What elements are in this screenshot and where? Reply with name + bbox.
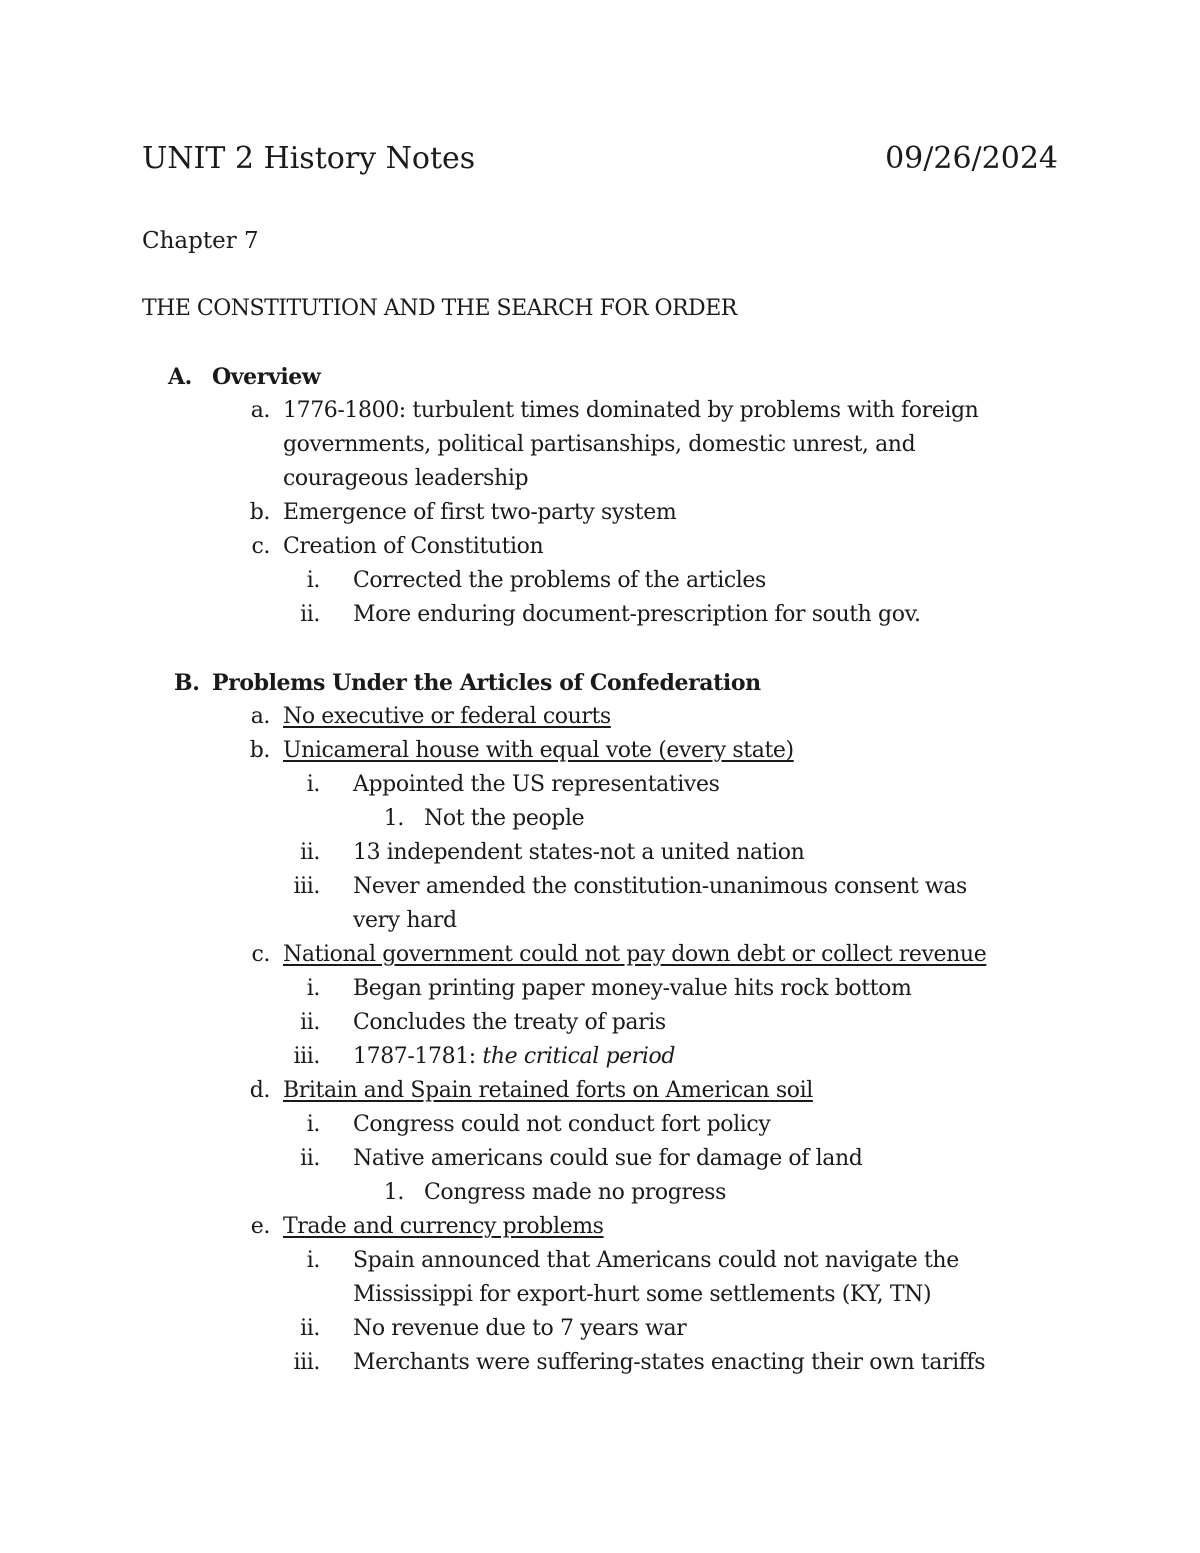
marker: ii. <box>300 840 320 865</box>
chapter-label: Chapter 7 <box>142 228 259 254</box>
item-text: Native americans could sue for damage of land <box>353 1146 863 1171</box>
item-text: Congress made no progress <box>424 1180 726 1205</box>
item-text: Congress could not conduct fort policy <box>353 1112 771 1137</box>
item-text: Unicameral house with equal vote (every state) <box>283 738 794 763</box>
item-title: Overview <box>212 364 321 390</box>
marker: ii. <box>300 602 320 627</box>
marker: i. <box>306 1112 320 1137</box>
item-text: Emergence of first two-party system <box>283 500 677 525</box>
item-text: Corrected the problems of the articles <box>353 568 766 593</box>
item-text: 13 independent states-not a united nation <box>353 840 805 865</box>
item-text: Never amended the constitution-unanimous consent was <box>353 874 967 899</box>
marker: iii. <box>293 1044 320 1069</box>
item-text: Trade and currency problems <box>283 1214 604 1239</box>
item-text: National government could not pay down debt or collect revenue <box>283 942 987 967</box>
marker: A. <box>168 364 192 390</box>
marker: iii. <box>293 1350 320 1375</box>
marker: d. <box>249 1078 270 1103</box>
item-text: Mississippi for export-hurt some settlements (KY, TN) <box>353 1282 932 1307</box>
marker: ii. <box>300 1010 320 1035</box>
marker: ii. <box>300 1146 320 1171</box>
item-text: governments, political partisanships, domestic unrest, and <box>283 432 916 457</box>
section-heading: THE CONSTITUTION AND THE SEARCH FOR ORDER <box>142 296 737 321</box>
item-text: courageous leadership <box>283 466 529 491</box>
item-title: Problems Under the Articles of Confederation <box>212 670 761 696</box>
item-text-prefix: 1787-1781: <box>353 1044 483 1069</box>
marker: b. <box>249 500 270 525</box>
marker: a. <box>250 398 270 423</box>
item-text: Began printing paper money-value hits rock bottom <box>353 976 912 1001</box>
marker: iii. <box>293 874 320 899</box>
page-title: UNIT 2 History Notes <box>142 141 476 176</box>
marker: e. <box>250 1214 270 1239</box>
marker: c. <box>251 942 270 967</box>
item-text: very hard <box>353 908 457 933</box>
marker: c. <box>251 534 270 559</box>
marker: i. <box>306 772 320 797</box>
item-text: No revenue due to 7 years war <box>353 1316 687 1341</box>
marker: i. <box>306 568 320 593</box>
marker: a. <box>250 704 270 729</box>
marker: ii. <box>300 1316 320 1341</box>
item-text: Britain and Spain retained forts on American soil <box>283 1078 813 1103</box>
item-text: More enduring document-prescription for south gov. <box>353 602 921 627</box>
marker: B. <box>174 670 200 696</box>
item-text: Creation of Constitution <box>283 534 544 559</box>
marker: i. <box>306 1248 320 1273</box>
item-text: Appointed the US representatives <box>353 772 720 797</box>
item-text: Merchants were suffering-states enacting their own tariffs <box>353 1350 986 1375</box>
marker: b. <box>249 738 270 763</box>
item-text: Spain announced that Americans could not navigate the <box>353 1248 959 1273</box>
marker: i. <box>306 976 320 1001</box>
marker: 1. <box>383 806 404 831</box>
item-text: Not the people <box>424 806 585 831</box>
item-text: 1776-1800: turbulent times dominated by problems with foreign <box>283 398 979 423</box>
item-text <box>353 1040 675 1074</box>
item-text: No executive or federal courts <box>283 704 611 729</box>
date: 09/26/2024 <box>885 141 1058 176</box>
marker: 1. <box>383 1180 404 1205</box>
title-row <box>142 139 1058 183</box>
item-text-emphasis: the critical period <box>482 1044 676 1069</box>
item-text: Concludes the treaty of paris <box>353 1010 666 1035</box>
